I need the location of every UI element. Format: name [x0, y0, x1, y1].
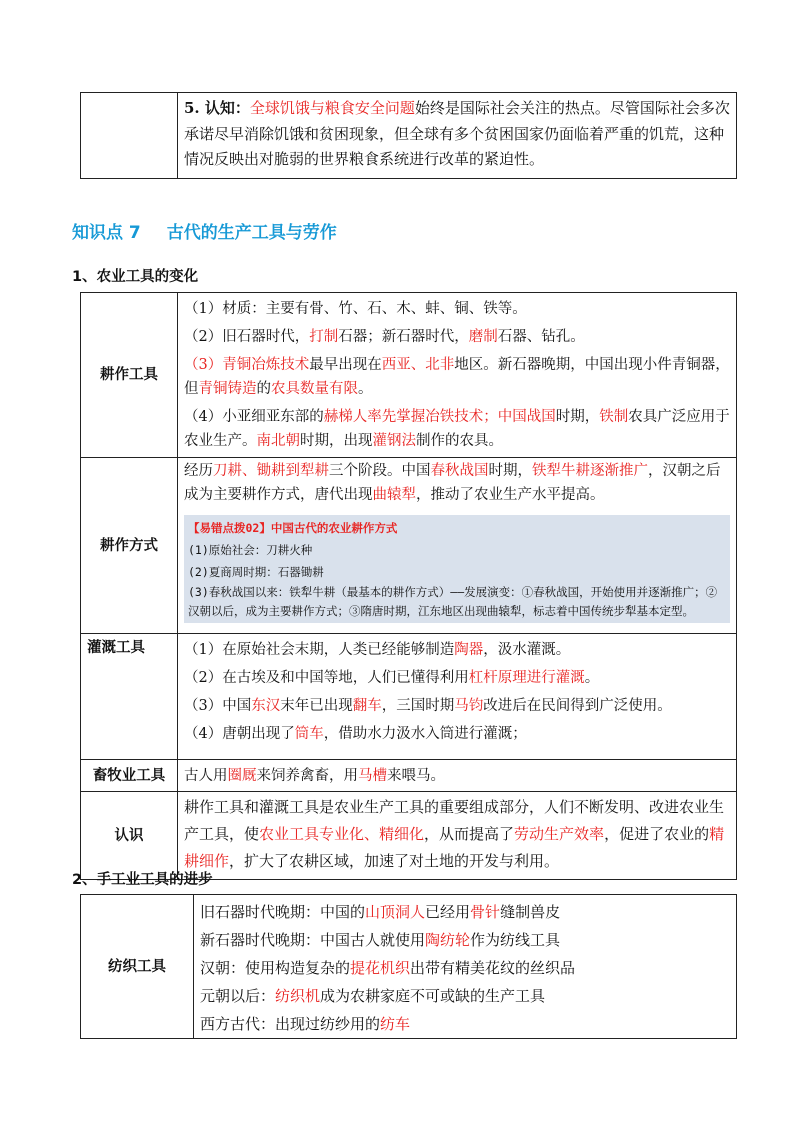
irrigation-cell	[178, 634, 737, 760]
irr-l2-r: 杠杆原理进行灌溉	[468, 670, 585, 686]
methods-p-e: ，推动了农业生产水平提高。	[416, 487, 605, 503]
item5-text: 始终是国际社会关注的热点。尽管国际社会多次承诺尽早消除饥饿和贫困现象，但全球有多个贫困国家仍面临着严重的饥荒，这种情况反映出对脆弱的世界粮食系统进行改革的紧迫性。	[184, 99, 730, 168]
textile-l1-b: 已经用	[425, 903, 471, 921]
textile-l4-r: 纺织机	[275, 987, 321, 1005]
textile-cell	[194, 895, 737, 1039]
tools-l3-a: 最早出现在	[309, 357, 382, 373]
methods-p-c: 时期，	[488, 463, 532, 479]
irrigation-line-1	[184, 638, 730, 662]
textile-l2-a: 新石器时代晚期：中国古人就使用	[200, 931, 426, 949]
tools-line-4	[184, 405, 730, 453]
irr-l2-b: 。	[584, 670, 600, 686]
livestock-cell	[178, 760, 737, 792]
irrigation-line-3	[184, 694, 730, 718]
subsection-craft-tools: 2、手工业工具的进步	[72, 872, 213, 888]
methods-p-a: 经历	[184, 463, 213, 479]
cognition-r1: 农业工具专业化、精细化	[259, 825, 425, 843]
textile-l4-a: 元朝以后：	[200, 987, 276, 1005]
irr-l4-a: （4）唐朝出现了	[184, 726, 295, 742]
tools-l3-r4: 农具数量有限	[271, 381, 358, 397]
methods-cell	[178, 458, 737, 634]
tip-box-line-1: (1)原始社会：刀耕火种	[188, 543, 313, 557]
livestock-a: 古人用	[184, 767, 228, 784]
tools-l2-r2: 磨制	[468, 329, 498, 345]
livestock-r2: 马槽	[358, 767, 387, 784]
tools-line-2	[184, 325, 730, 349]
textile-l1-c: 缝制兽皮	[500, 903, 561, 921]
item5-label: 5. 认知：	[184, 99, 250, 117]
methods-p-d: ，汉朝之后成为主要耕作方式，唐代出现	[184, 463, 721, 503]
tools-l4-b: ；中国	[483, 409, 527, 425]
textile-l5-a: 西方古代：出现过纺纱用的	[200, 1015, 381, 1033]
item5-red: 全球饥饿与粮食安全问题	[249, 99, 415, 117]
irr-l3-r3: 马钧	[454, 698, 484, 714]
cognition-r2: 劳动生产效率	[514, 825, 605, 843]
tools-l4-f: 制作的农具。	[416, 433, 503, 449]
irr-l3-c: ，三国时期	[381, 698, 455, 714]
tip-box-line-2: (2)夏商周时期：石器锄耕	[188, 565, 324, 579]
irrigation-line-2	[184, 666, 730, 690]
irr-l3-r1: 东汉	[251, 698, 281, 714]
textile-l3-a: 汉朝：使用构造复杂的	[200, 959, 351, 977]
craft-table	[80, 894, 737, 1039]
irr-l3-b: 末年已出现	[280, 698, 353, 714]
textile-line-3	[200, 954, 730, 982]
tools-l4-r3: 铁制	[599, 409, 629, 425]
tools-l4-d: 农具广泛应用于农业生产。	[184, 409, 730, 449]
methods-p-b: 三个阶段。中国	[329, 463, 431, 479]
tip-box-line-3: (3)春秋战国以来：铁犁牛耕（最基本的耕作方式）——发展演变：①春秋战国，开始使用并逐渐推广；②汉朝以后，成为主要耕作方式；③隋唐时期，江东地区出现曲辕犁，标志着中国传统步犁基本定型。	[188, 585, 718, 618]
tools-line-3	[184, 353, 730, 401]
cognition-d: ，扩大了农耕区域，加速了对土地的开发与利用。	[229, 852, 560, 870]
cognition-a: 耕作工具和灌溉工具是农业生产工具的重要组成部分，人们不断发明、改进农业生产工具，使	[184, 798, 725, 843]
tools-l2-a: （2）旧石器时代，	[184, 329, 310, 345]
row-label-tools: 耕作工具	[81, 293, 178, 458]
row-label-methods: 耕作方式	[81, 458, 178, 634]
tools-l4-r2: 战国	[526, 409, 556, 425]
top-table-item5-cell	[178, 93, 737, 179]
top-table	[80, 92, 737, 179]
irr-l1-r: 陶器	[454, 642, 484, 658]
tools-l3-b: 地区。新石器晚期，中国出现小件青铜器，但	[184, 357, 730, 397]
textile-l1-a: 旧石器时代晚期：中国的	[200, 903, 366, 921]
textile-l2-b: 作为纺线工具	[470, 931, 561, 949]
irrigation-line-4	[184, 722, 730, 746]
row-label-livestock: 畜牧业工具	[81, 760, 178, 792]
textile-l4-b: 成为农耕家庭不可或缺的生产工具	[320, 987, 546, 1005]
tip-box-title: 【易错点拨02】中国古代的农业耕作方式	[188, 521, 398, 535]
tools-cell	[178, 293, 737, 458]
cognition-c: ，促进了农业的	[604, 825, 710, 843]
textile-line-5	[200, 1010, 730, 1038]
textile-l1-r2: 骨针	[470, 903, 501, 921]
irr-l4-r: 筒车	[294, 726, 324, 742]
textile-line-1	[200, 898, 730, 926]
textile-l5-r: 纺车	[380, 1015, 411, 1033]
tip-box	[184, 515, 730, 623]
tools-l2-r1: 打制	[309, 329, 339, 345]
livestock-r1: 圈厩	[227, 767, 257, 784]
textile-l3-b: 出带有精美花纹的丝织品	[410, 959, 576, 977]
textile-l2-r: 陶纺轮	[425, 931, 471, 949]
irr-l3-d: 改进后在民间得到广泛使用。	[483, 698, 672, 714]
tools-l2-c: 石器、钻孔。	[497, 329, 585, 345]
irr-l3-r2: 翻车	[352, 698, 382, 714]
cognition-cell	[178, 792, 737, 880]
tools-l4-e: 时期，出现	[300, 433, 373, 449]
section-title: 古代的生产工具与劳作	[166, 223, 337, 243]
tools-l4-r4: 南北朝	[256, 433, 300, 449]
section-number: 知识点 7	[72, 223, 141, 243]
section-heading	[72, 218, 337, 243]
cognition-b: ，从而提高了	[424, 825, 515, 843]
textile-l3-r: 提花机织	[350, 959, 411, 977]
subsection-agri-tools: 1、农业工具的变化	[72, 269, 199, 285]
irr-l3-a: （3）中国	[184, 698, 252, 714]
cognition-r3: 精耕细作	[184, 825, 725, 870]
textile-line-2	[200, 926, 730, 954]
methods-p-r1: 刀耕、锄耕到犁耕	[213, 463, 329, 479]
row-label-irrigation: 灌溉工具	[81, 634, 178, 760]
irr-l1-b: ，汲水灌溉。	[483, 642, 571, 658]
irr-l1-a: （1）在原始社会末期，人类已经能够制造	[184, 642, 455, 658]
top-table-empty-cell	[81, 93, 178, 179]
livestock-b: 来饲养禽畜，用	[256, 767, 358, 784]
tools-l4-r1: 赫梯人率先掌握冶铁技术	[323, 409, 484, 425]
tools-l4-c: 时期，	[555, 409, 600, 425]
row-label-textile: 纺织工具	[81, 895, 194, 1039]
livestock-c: 来喂马。	[387, 767, 445, 784]
tools-line-1: （1）材质：主要有骨、竹、石、木、蚌、铜、铁等。	[184, 301, 527, 317]
tools-l3-r1: （3）青铜冶炼技术	[184, 357, 310, 373]
irr-l4-b: ，借助水力汲水入筒进行灌溉；	[323, 726, 527, 742]
tools-l4-a: （4）小亚细亚东部的	[184, 409, 324, 425]
methods-p-r3: 铁犁牛耕逐渐推广	[532, 463, 648, 479]
tools-l3-c: 的	[256, 381, 271, 397]
tools-l3-r3: 青铜铸造	[198, 381, 257, 397]
tools-l2-b: 石器；新石器时代，	[338, 329, 469, 345]
methods-p-r4: 曲辕犁	[372, 487, 416, 503]
tools-l3-r2: 西亚、北非	[381, 357, 455, 373]
tools-l4-r5: 灌钢法	[372, 433, 416, 449]
textile-l1-r1: 山顶洞人	[365, 903, 426, 921]
agri-table	[80, 292, 737, 880]
irr-l2-a: （2）在古埃及和中国等地，人们已懂得利用	[184, 670, 469, 686]
row-label-cognition: 认识	[81, 792, 178, 880]
methods-paragraph	[184, 459, 730, 507]
textile-line-4	[200, 982, 730, 1010]
tools-l3-d: 。	[358, 381, 373, 397]
methods-p-r2: 春秋战国	[430, 463, 489, 479]
